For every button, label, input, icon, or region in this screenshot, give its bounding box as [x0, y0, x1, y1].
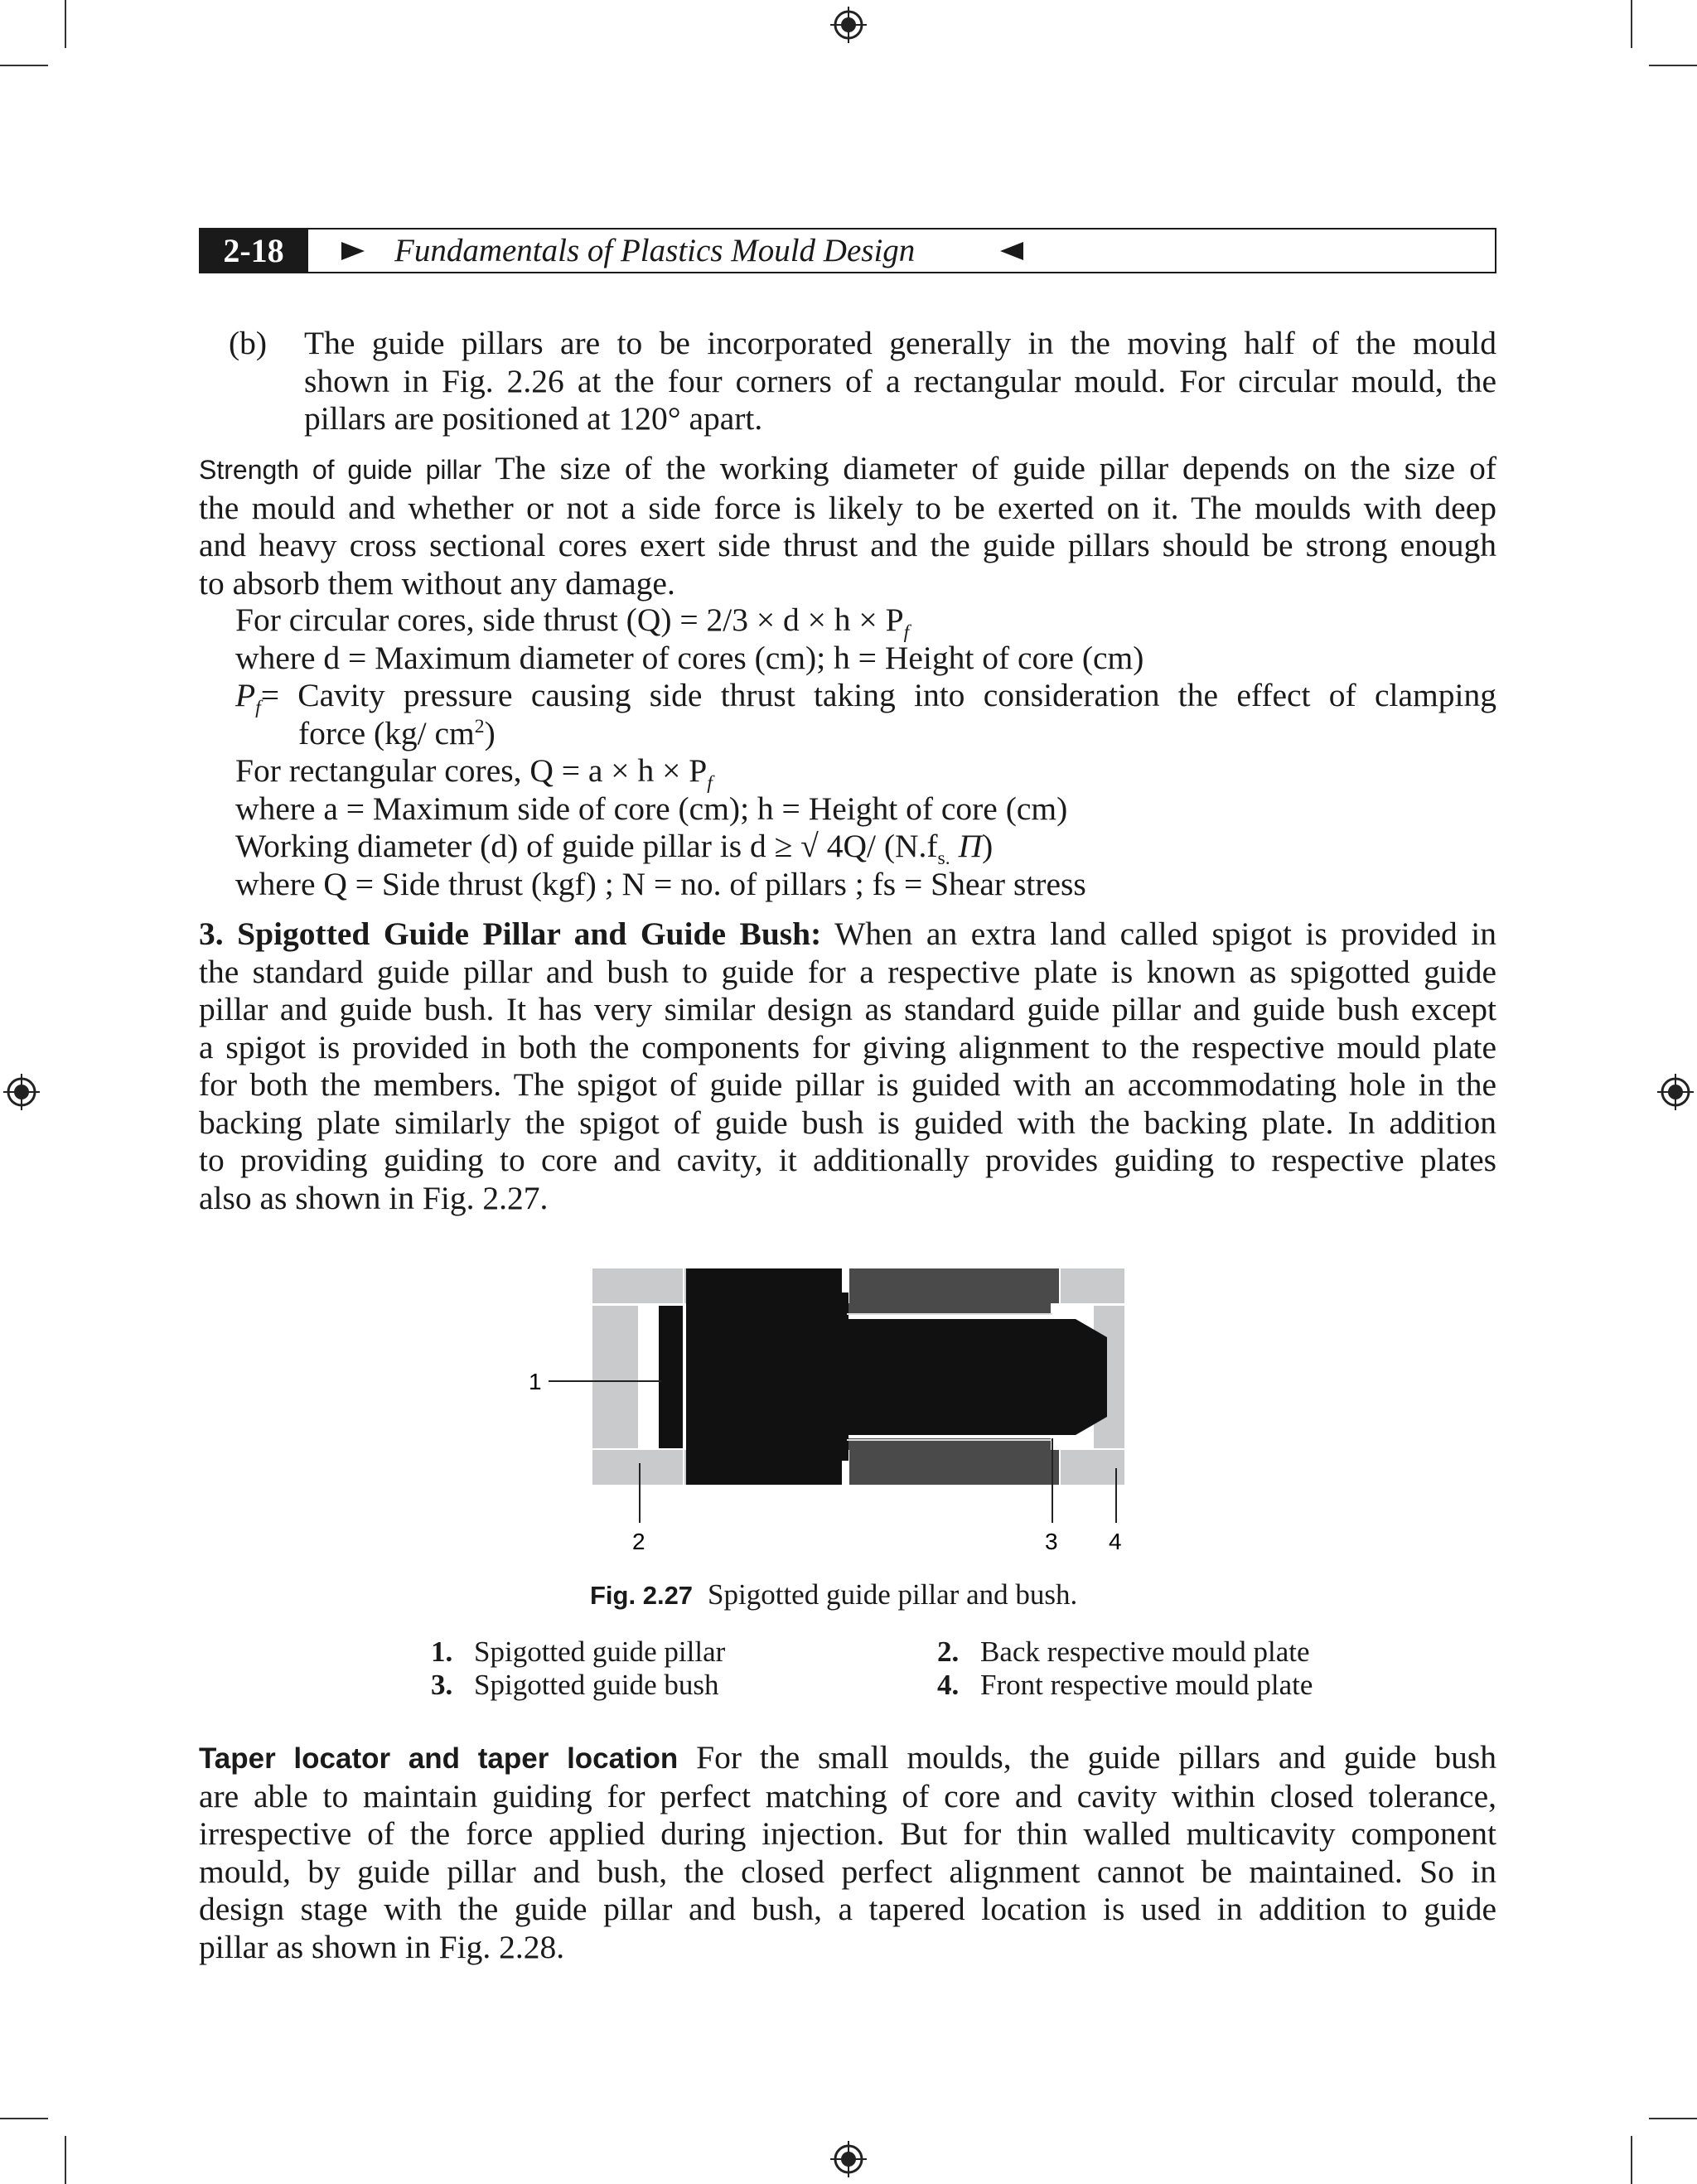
run-in-heading: Taper locator and taper location: [199, 1742, 679, 1775]
page-number: 2-18: [199, 228, 308, 273]
text-line: a spigot is provided in both the components for giving alignment to the respective mould plate: [199, 1028, 1496, 1065]
callout-3: 3: [1045, 1529, 1058, 1554]
symbol: Π: [958, 828, 983, 864]
formula-working: [235, 828, 1496, 869]
text-line: mould, by guide pillar and bush, the closed perfect alignment cannot be maintained. So in: [199, 1853, 1496, 1890]
text-line: shown in Fig. 2.26 at the four corners of a rectangular mould. For circular mould, the: [304, 362, 1496, 399]
subscript: f: [255, 696, 261, 718]
registration-target-icon: [3, 1074, 40, 1110]
text-line: [199, 916, 1496, 954]
pillar-head: [659, 1306, 684, 1448]
bush-spigot-top: [845, 1303, 1051, 1315]
running-header: [199, 228, 1496, 273]
crop-mark: [1631, 2136, 1632, 2184]
formula-pf: [235, 677, 1496, 718]
text-line: the mould and whether or not a side force is likely to be exerted on it. The moulds with deep: [199, 489, 1496, 526]
left-triangle-icon: [1000, 242, 1023, 260]
text-span: The size of the working diameter of guide pillar depends on the size of: [495, 450, 1496, 486]
item-b-text: [304, 325, 1496, 438]
legend-number: 3.: [431, 1669, 453, 1701]
text-line: to absorb them without any damage.: [199, 564, 675, 602]
legend-item: [431, 1636, 725, 1669]
guide-bush-bottom: [849, 1450, 1059, 1485]
legend-number: 4.: [937, 1669, 960, 1701]
symbol: P: [235, 677, 256, 713]
legend-text: Spigotted guide pillar: [474, 1636, 726, 1668]
text-line: the standard guide pillar and bush to guide for a respective plate is known as spigotted guide: [199, 953, 1496, 990]
text-line: design stage with the guide pillar and bush, a tapered location is used in addition to guide: [199, 1891, 1496, 1927]
text-span: For circular cores, side thrust (Q) = 2/3 × d × h × P: [235, 602, 904, 638]
text-span: Working diameter (d) of guide pillar is d ≥ √ 4Q/ (N.f: [235, 828, 938, 864]
text-span: When an extra land called spigot is provided in: [834, 916, 1496, 952]
crop-mark: [1631, 0, 1632, 48]
callout-1: 1: [529, 1369, 542, 1394]
front-plate-bottom: [1061, 1450, 1124, 1485]
text-line: [199, 450, 1496, 490]
section-3-paragraph: [199, 916, 1496, 1217]
subscript: s.: [937, 847, 950, 869]
crop-mark: [65, 2136, 66, 2184]
pillar-tapered-tip: [1056, 1319, 1107, 1435]
text-span: = Cavity pressure causing side thrust taking into consideration the effect of clamping: [260, 677, 1496, 713]
crop-mark: [0, 2118, 48, 2119]
formula-block: [235, 602, 1496, 903]
text-line: pillar as shown in Fig. 2.28.: [199, 1928, 565, 1965]
book-title: Fundamentals of Plastics Mould Design: [394, 233, 916, 268]
text-span: For rectangular cores, Q = a × h × P: [235, 752, 708, 789]
legend-number: 1.: [431, 1636, 453, 1668]
callout-4: 4: [1109, 1529, 1122, 1554]
pillar-spigot: [842, 1293, 848, 1461]
formula-where-3: where Q = Side thrust (kgf) ; N = no. of pillars ; fs = Shear stress: [235, 865, 1086, 902]
front-plate-top: [1061, 1268, 1124, 1303]
formula-where-1: where d = Maximum diameter of cores (cm); h = Height of core (cm): [235, 639, 1144, 676]
taper-paragraph: [199, 1739, 1496, 1966]
text-span: force (kg/ cm: [298, 714, 475, 751]
caption-label: Fig. 2.27: [590, 1581, 694, 1610]
crop-mark: [1649, 2118, 1697, 2119]
caption-text: Spigotted guide pillar and bush.: [708, 1578, 1078, 1611]
item-label: (b): [229, 325, 268, 361]
registration-target-icon: [830, 7, 867, 43]
pillar-body: [848, 1319, 1056, 1435]
crop-mark: [65, 0, 66, 48]
superscript: 2: [474, 715, 485, 737]
text-line: also as shown in Fig. 2.27.: [199, 1179, 549, 1216]
subscript: f: [707, 771, 713, 794]
text-line: irrespective of the force applied during injection. But for thin walled multicavity component: [199, 1815, 1496, 1852]
right-triangle-icon: [341, 242, 365, 260]
text-line: and heavy cross sectional cores exert side thrust and the guide pillars should be strong enough: [199, 527, 1496, 563]
text-span: ): [982, 828, 994, 864]
run-in-heading: Strength of guide pillar: [199, 455, 482, 485]
guide-bush-top: [849, 1268, 1059, 1303]
text-line: pillars are positioned at 120° apart.: [304, 400, 763, 437]
crop-mark: [1649, 65, 1697, 66]
text-line: are able to maintain guiding for perfect matching of core and cavity within closed tolerance,: [199, 1777, 1496, 1814]
pillar-shoulder: [686, 1268, 842, 1485]
legend-text: Spigotted guide bush: [474, 1669, 719, 1701]
formula-where-2: where a = Maximum side of core (cm); h = Height of core (cm): [235, 790, 1068, 827]
formula-rectangular: [235, 752, 1496, 794]
text-line: [199, 1739, 1496, 1778]
back-plate-left: [592, 1306, 638, 1448]
text-line: for both the members. The spigot of guide pillar is guided with an accommodating hole in the: [199, 1066, 1496, 1103]
subscript: f: [903, 621, 910, 643]
callout-2: 2: [632, 1529, 645, 1554]
strength-paragraph: [199, 450, 1496, 602]
crop-mark: [0, 65, 48, 66]
figure-caption: [590, 1578, 1077, 1611]
registration-target-icon: [1657, 1074, 1694, 1110]
legend-item: [937, 1669, 1313, 1702]
text-line: The guide pillars are to be incorporated generally in the moving half of the mould: [304, 325, 1496, 361]
text-line: pillar and guide bush. It has very similar design as standard guide pillar and guide bush except: [199, 991, 1496, 1027]
registration-target-icon: [830, 2141, 867, 2177]
text-span: ): [484, 714, 496, 751]
legend-item: [431, 1669, 719, 1702]
figure-spigotted-guide-pillar: [514, 1259, 1177, 1558]
legend-number: 2.: [937, 1636, 960, 1668]
formula-pf-cont: [235, 715, 1496, 753]
formula-circular: [235, 602, 1496, 643]
legend-text: Back respective mould plate: [980, 1636, 1310, 1668]
legend-item: [937, 1636, 1310, 1669]
text-span: For the small moulds, the guide pillars and guide bush: [696, 1739, 1497, 1776]
text-line: backing plate similarly the spigot of guide bush is guided with the backing plate. In addition: [199, 1104, 1496, 1141]
legend-text: Front respective mould plate: [980, 1669, 1313, 1701]
section-heading: 3. Spigotted Guide Pillar and Guide Bush:: [199, 916, 822, 952]
text-line: to providing guiding to core and cavity, it additionally provides guiding to respective plates: [199, 1142, 1496, 1178]
